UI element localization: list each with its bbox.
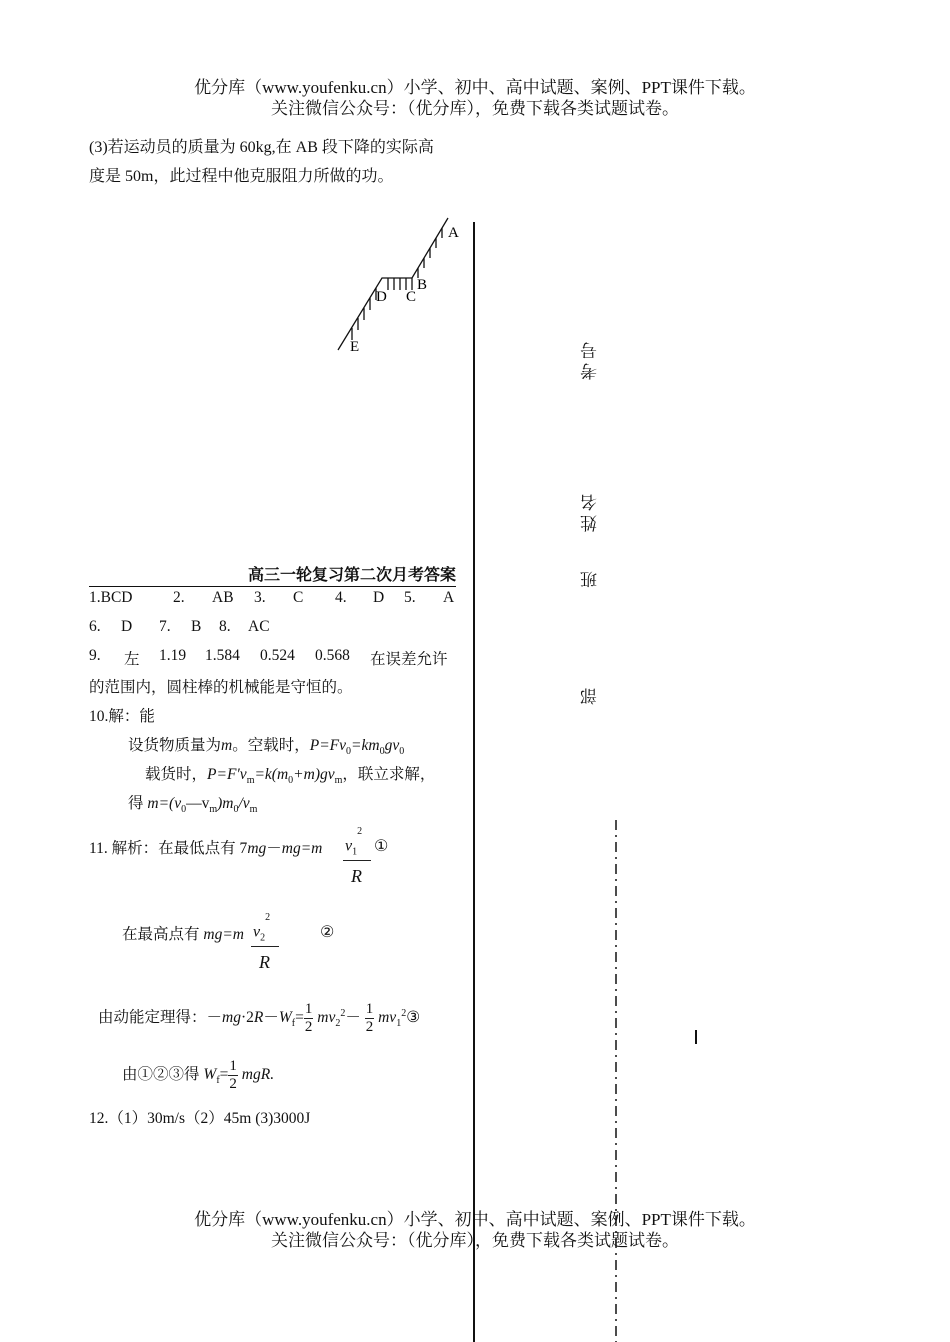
answer-11-line-2: 在最高点有 mg=m bbox=[122, 926, 244, 943]
fraction-bar-1 bbox=[343, 860, 371, 861]
v2-symbol: $v_2^2$ bbox=[253, 912, 271, 944]
slope-line bbox=[338, 218, 448, 350]
v1-symbol: $v_1^2$ bbox=[345, 826, 363, 858]
small-mark bbox=[695, 1030, 697, 1044]
answer-11-line-3: 由动能定理得：$-mg\cdot 2R-W_f=$ $\frac{1}{2}$ $mv_2^2-$ $\frac{1}{2}$ $mv_1^2③$ bbox=[98, 1001, 421, 1035]
answer-10-line-3: 得 $m=(v_0—v_m)m_0/v_m$ bbox=[128, 795, 258, 816]
answer-10-line-2: 载货时，$P=F'v_m=k(m_0+m)gv_m$，联立求解， bbox=[145, 766, 436, 787]
footer-line-2: 关注微信公众号：（优分库），免费下载各类试题试卷。 bbox=[271, 1231, 679, 1250]
answer-9-line-2: 的范围内，圆柱棒的机械能是守恒的。 bbox=[89, 679, 353, 696]
answer-10-line-1: 设货物质量为m。空载时，$P=Fv_0=km_0gv_0$ bbox=[128, 737, 405, 758]
question-3-line-2: 度是 50m，此过程中他克服阻力所做的功。 bbox=[89, 168, 394, 185]
label-a: A bbox=[448, 225, 459, 241]
label-b: B bbox=[417, 277, 428, 293]
circle-2: ② bbox=[320, 924, 335, 941]
label-e: E bbox=[350, 339, 360, 355]
cut-line bbox=[612, 820, 620, 1342]
header-line-1: 优分库（www.youfenku.cn）小学、初中、高中试题、案例、PPT课件下载。 bbox=[194, 78, 756, 97]
name-label: 姓名 bbox=[581, 490, 600, 532]
answer-12: 12.（1）30m/s（2）45m (3)3000J bbox=[89, 1110, 311, 1127]
footer-line-1: 优分库（www.youfenku.cn）小学、初中、高中试题、案例、PPT课件下载。 bbox=[194, 1210, 756, 1229]
answer-10-head: 10.解：能 bbox=[89, 708, 155, 725]
answer-11-line-1: 11. 解析：在最低点有 7mg－mg=m bbox=[89, 840, 323, 857]
half-fraction-3: $\frac{1}{2}$ bbox=[229, 1058, 237, 1092]
fraction-bar-2 bbox=[251, 946, 279, 947]
label-c: C bbox=[406, 289, 417, 305]
r-denominator-2: R bbox=[259, 952, 270, 972]
class-label: 班 bbox=[581, 567, 600, 588]
department-label: 部 bbox=[581, 684, 600, 705]
header-line-2: 关注微信公众号：（优分库），免费下载各类试题试卷。 bbox=[271, 99, 679, 118]
slope-diagram bbox=[330, 210, 470, 360]
binding-line bbox=[473, 222, 475, 1342]
answer-11-line-4: 由①②③得 $W_f=$ $\frac{1}{2}$ mgR. bbox=[122, 1058, 275, 1092]
r-denominator-1: R bbox=[351, 866, 362, 886]
circle-1: ① bbox=[374, 838, 389, 855]
half-fraction-2: $\frac{1}{2}$ bbox=[365, 1001, 374, 1035]
answers-title: 高三一轮复习第二次月考答案 bbox=[89, 562, 456, 587]
question-3-line-1: (3)若运动员的质量为 60kg,在 AB 段下降的实际高 bbox=[89, 139, 434, 156]
label-d: D bbox=[376, 289, 387, 305]
exam-number-label: 考号 bbox=[581, 338, 600, 380]
half-fraction-1: $\frac{1}{2}$ bbox=[304, 1001, 313, 1035]
